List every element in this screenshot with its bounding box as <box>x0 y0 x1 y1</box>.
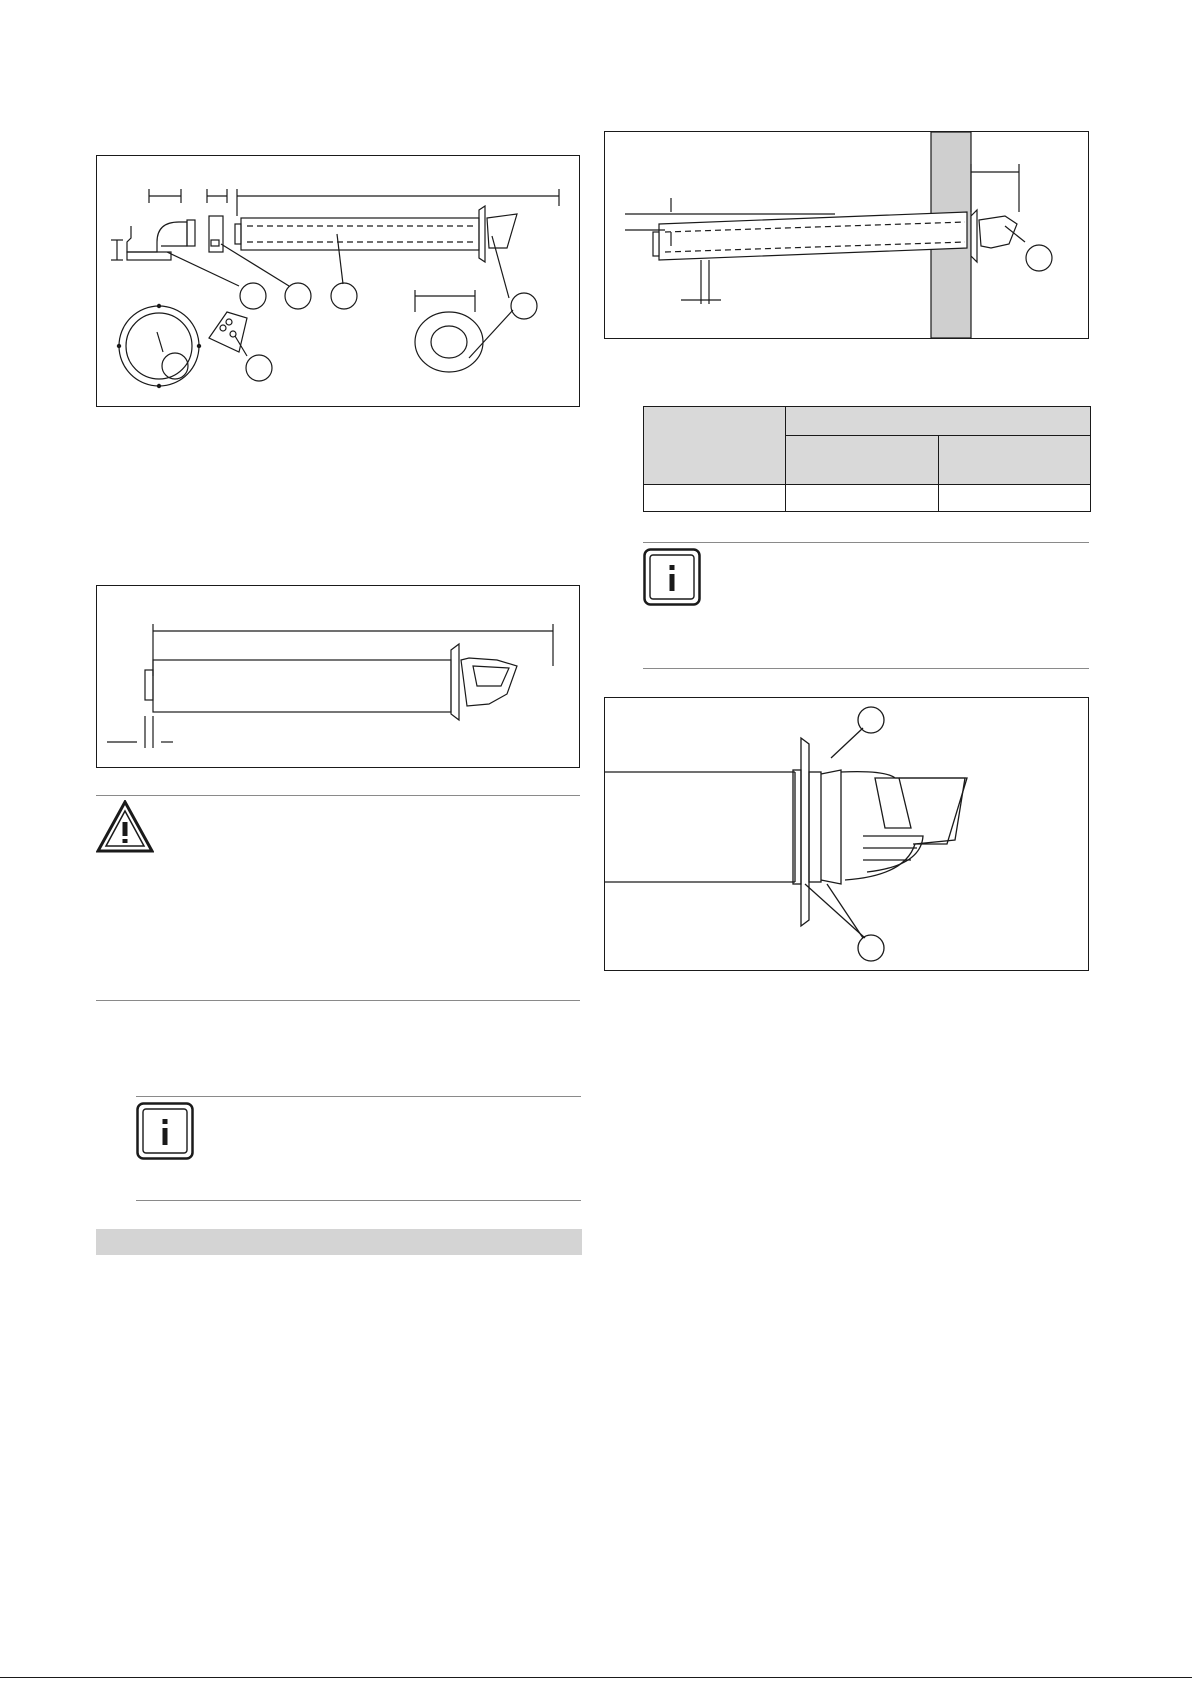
terminal-length-drawing <box>97 586 581 769</box>
dimensions-table <box>643 406 1091 512</box>
table-cell <box>939 485 1091 512</box>
wall-section-drawing <box>605 132 1090 340</box>
figure-wall-section <box>604 131 1089 339</box>
info-note-top-rule <box>136 1096 581 1097</box>
table-header-cell <box>644 407 786 485</box>
figure-terminal-length <box>96 585 580 768</box>
section-heading-bar <box>96 1229 582 1255</box>
warning-top-rule <box>96 795 580 796</box>
table-header-cell <box>786 436 939 485</box>
info-note-bottom-rule <box>136 1200 581 1201</box>
table-row <box>644 485 1091 512</box>
info-icon <box>136 1102 194 1160</box>
table-header-row <box>644 407 1091 436</box>
info-note-top-rule <box>643 542 1089 543</box>
warning-triangle-icon <box>96 800 154 854</box>
info-icon <box>643 548 701 606</box>
terminal-detail-drawing <box>605 698 1090 972</box>
info-note-bottom-rule <box>643 668 1089 669</box>
table-cell <box>786 485 939 512</box>
table-header-cell <box>786 407 1091 436</box>
figure-terminal-detail <box>604 697 1089 971</box>
page-footer-rule <box>0 1677 1192 1678</box>
table-cell <box>644 485 786 512</box>
warning-bottom-rule <box>96 1000 580 1001</box>
flue-kit-parts-drawing <box>97 156 581 408</box>
table-header-cell <box>939 436 1091 485</box>
figure-flue-kit-parts <box>96 155 580 407</box>
